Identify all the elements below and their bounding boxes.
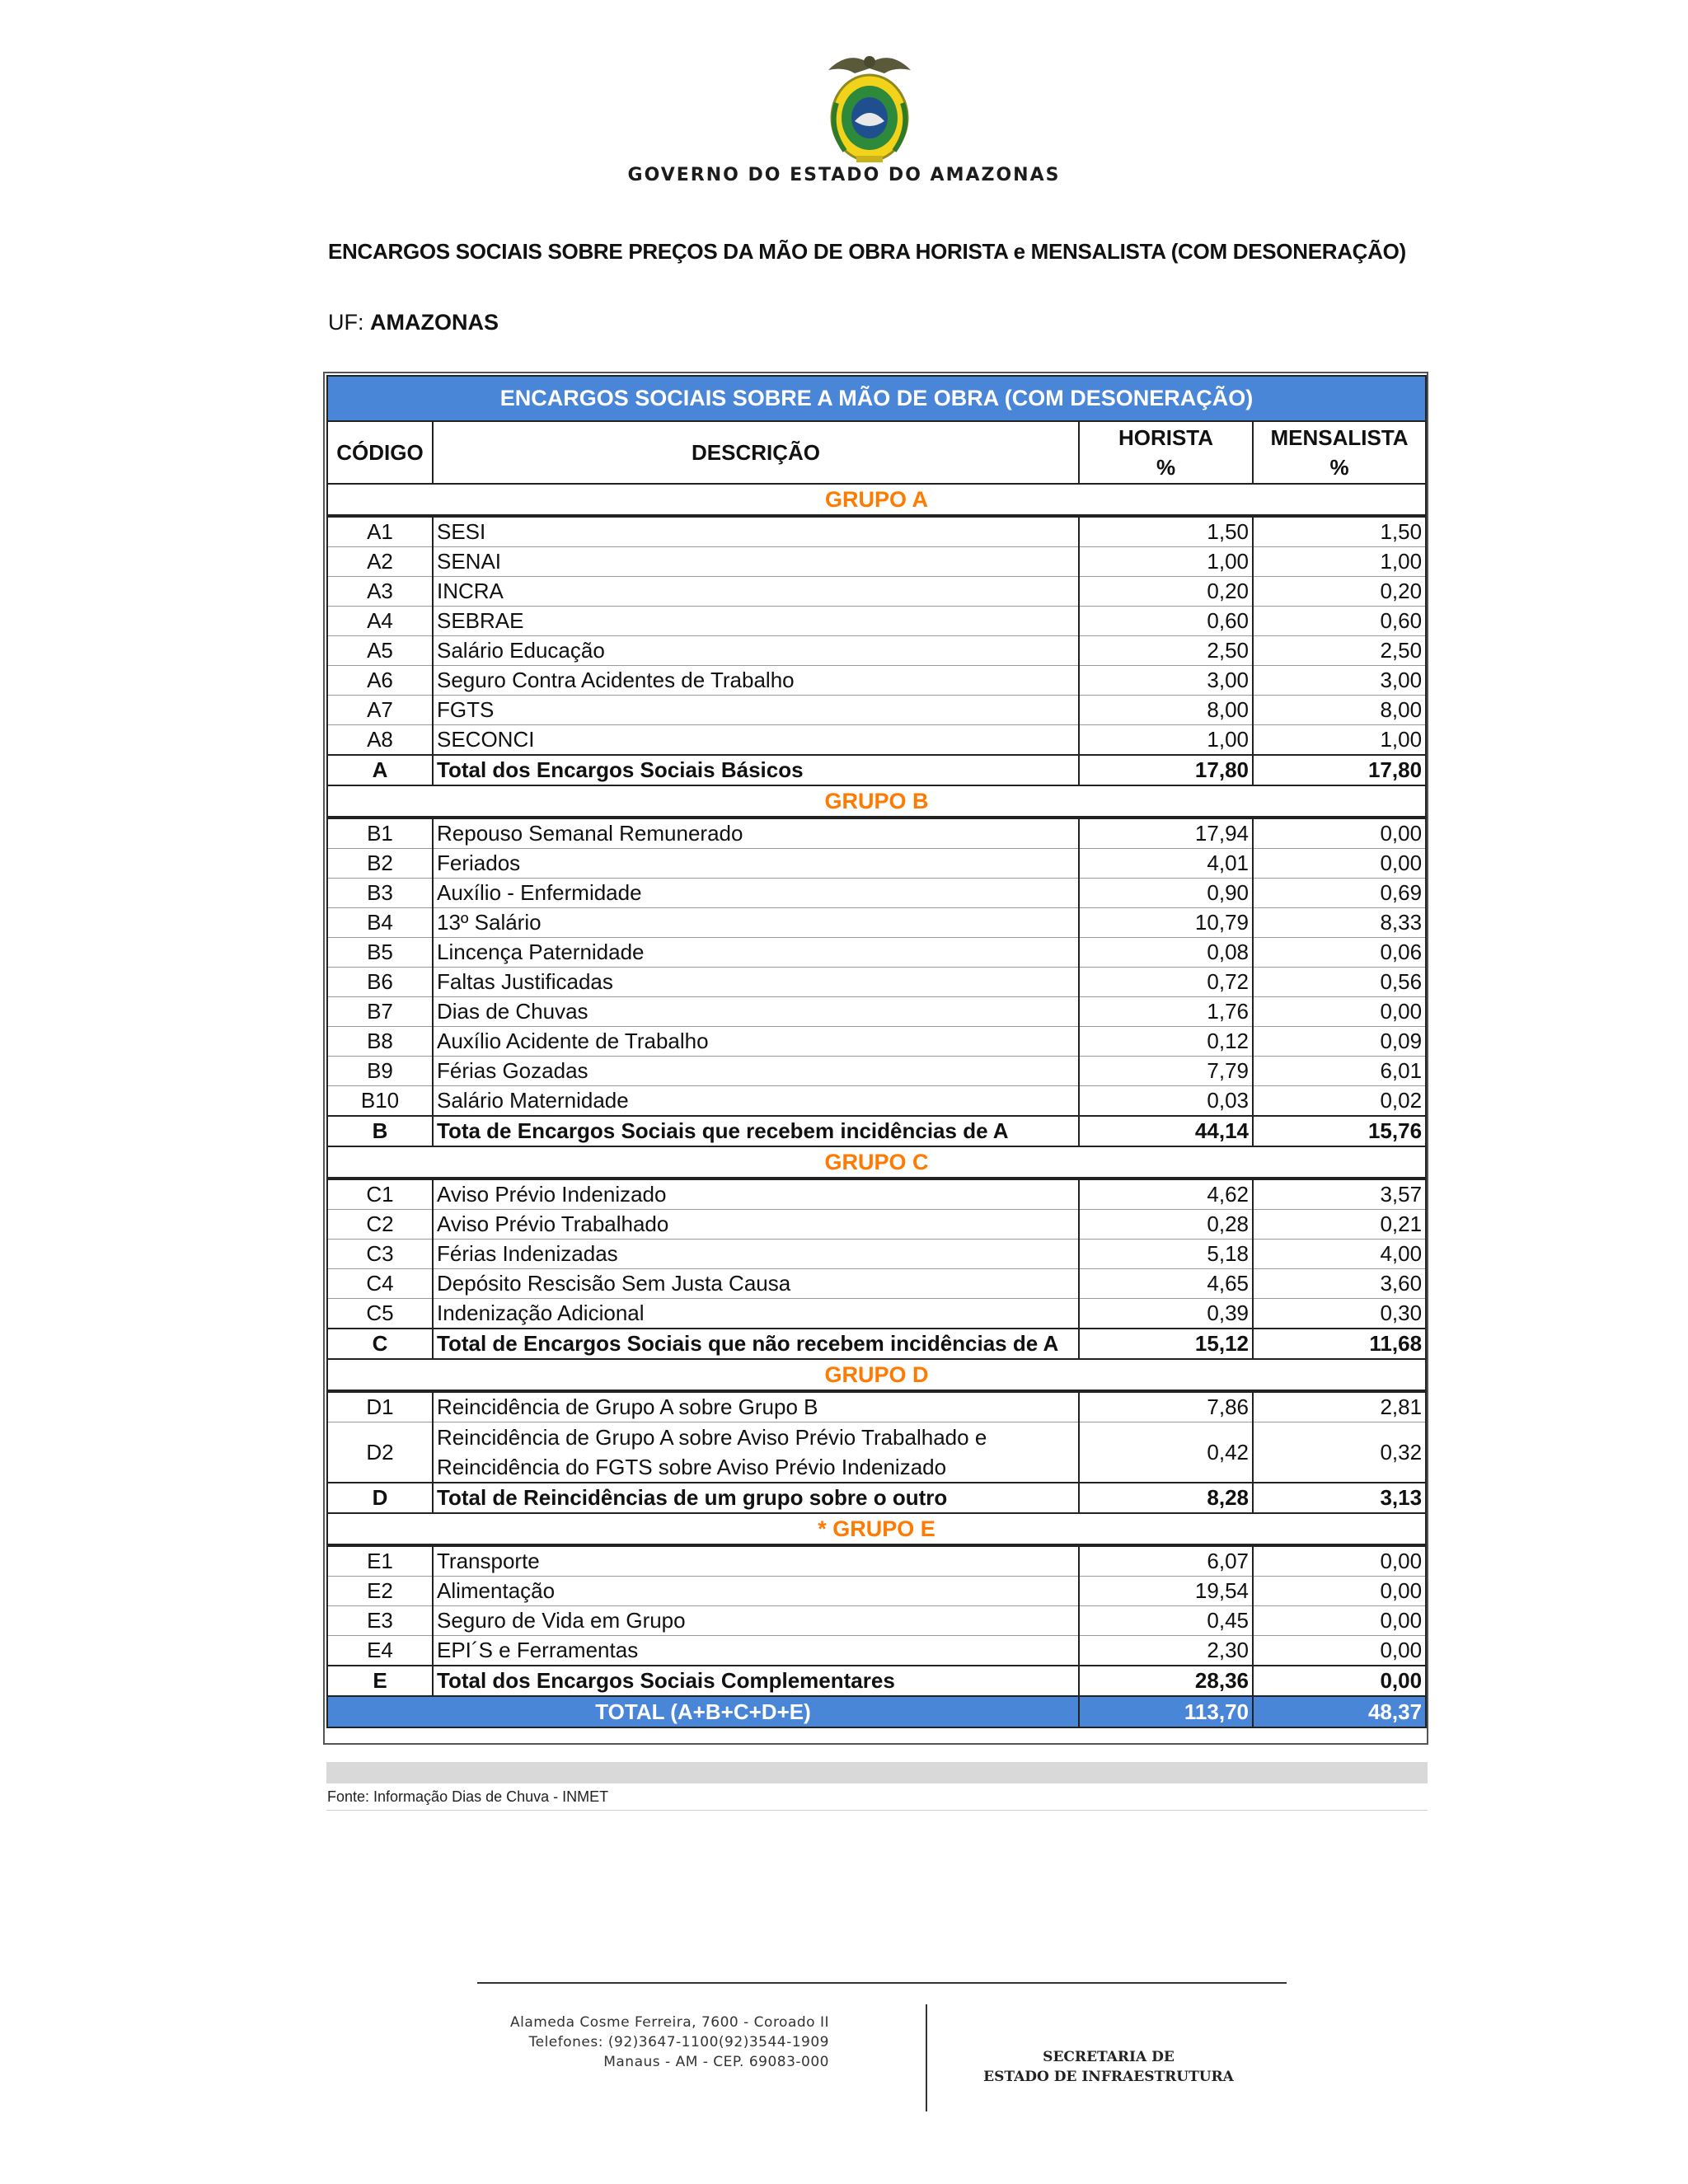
item-horista-value: 7,79 bbox=[1079, 1057, 1253, 1086]
table-row bbox=[327, 1299, 1426, 1329]
group-title: GRUPO A bbox=[327, 484, 1426, 516]
item-mensalista-value: 0,00 bbox=[1253, 1577, 1426, 1606]
item-horista-value: 3,00 bbox=[1079, 666, 1253, 696]
item-horista-value: 0,12 bbox=[1079, 1027, 1253, 1057]
item-code: A7 bbox=[327, 696, 433, 725]
social-charges-table bbox=[326, 375, 1427, 1728]
item-description: Dias de Chuvas bbox=[433, 997, 1079, 1027]
item-description: Salário Educação bbox=[433, 636, 1079, 666]
item-description: Alimentação bbox=[433, 1577, 1079, 1606]
item-description: SEBRAE bbox=[433, 607, 1079, 636]
item-description: Indenização Adicional bbox=[433, 1299, 1079, 1329]
item-mensalista-value: 0,60 bbox=[1253, 607, 1426, 636]
item-code: C4 bbox=[327, 1269, 433, 1299]
item-code: A4 bbox=[327, 607, 433, 636]
item-mensalista-value: 0,20 bbox=[1253, 577, 1426, 607]
item-mensalista-value: 8,33 bbox=[1253, 908, 1426, 938]
table-row bbox=[327, 696, 1426, 725]
item-mensalista-value: 0,00 bbox=[1253, 997, 1426, 1027]
total-horista-value: 28,36 bbox=[1079, 1666, 1253, 1696]
item-code: D1 bbox=[327, 1391, 433, 1422]
item-mensalista-value: 0,30 bbox=[1253, 1299, 1426, 1329]
address-line: Alameda Cosme Ferreira, 7600 - Coroado II bbox=[510, 2014, 829, 2031]
group-title: GRUPO C bbox=[327, 1146, 1426, 1179]
uf-line bbox=[328, 310, 499, 335]
column-header-mensalista-label: MENSALISTA bbox=[1270, 425, 1409, 450]
group-title: GRUPO B bbox=[327, 785, 1426, 818]
grand-total-mensalista: 48,37 bbox=[1253, 1696, 1426, 1727]
source-note: Fonte: Informação Dias de Chuva - INMET bbox=[327, 1788, 609, 1805]
group-total-row bbox=[327, 755, 1426, 785]
item-horista-value: 0,03 bbox=[1079, 1086, 1253, 1117]
source-divider bbox=[326, 1810, 1428, 1811]
total-horista-value: 44,14 bbox=[1079, 1116, 1253, 1146]
item-mensalista-value: 1,00 bbox=[1253, 547, 1426, 577]
government-name: GOVERNO DO ESTADO DO AMAZONAS bbox=[627, 165, 1061, 185]
uf-value: AMAZONAS bbox=[370, 310, 499, 335]
table-row bbox=[327, 1057, 1426, 1086]
item-horista-value: 2,50 bbox=[1079, 636, 1253, 666]
item-mensalista-value: 0,06 bbox=[1253, 938, 1426, 968]
table-row bbox=[327, 938, 1426, 968]
table-row bbox=[327, 725, 1426, 756]
total-horista-value: 17,80 bbox=[1079, 755, 1253, 785]
total-code: D bbox=[327, 1483, 433, 1513]
item-horista-value: 10,79 bbox=[1079, 908, 1253, 938]
table-row bbox=[327, 818, 1426, 849]
table-row bbox=[327, 849, 1426, 879]
item-mensalista-value: 0,32 bbox=[1253, 1422, 1426, 1483]
item-description: Auxílio Acidente de Trabalho bbox=[433, 1027, 1079, 1057]
item-description-line: Reincidência do FGTS sobre Aviso Prévio Indenizado bbox=[437, 1455, 947, 1479]
table-row bbox=[327, 908, 1426, 938]
table-row bbox=[327, 666, 1426, 696]
item-mensalista-value: 0,00 bbox=[1253, 1606, 1426, 1636]
table-row bbox=[327, 1027, 1426, 1057]
item-code: A2 bbox=[327, 547, 433, 577]
table-row bbox=[327, 577, 1426, 607]
item-horista-value: 0,60 bbox=[1079, 607, 1253, 636]
item-description: EPI´S e Ferramentas bbox=[433, 1636, 1079, 1666]
item-mensalista-value: 0,02 bbox=[1253, 1086, 1426, 1117]
item-description: Salário Maternidade bbox=[433, 1086, 1079, 1117]
column-header-description: DESCRIÇÃO bbox=[433, 421, 1079, 484]
table-row bbox=[327, 1179, 1426, 1210]
total-description: Total dos Encargos Sociais Básicos bbox=[433, 755, 1079, 785]
secretariat-line: ESTADO DE INFRAESTRUTURA bbox=[983, 2069, 1234, 2085]
item-code: E1 bbox=[327, 1545, 433, 1577]
item-horista-value: 0,42 bbox=[1079, 1422, 1253, 1483]
item-code: B8 bbox=[327, 1027, 433, 1057]
grand-total-label: TOTAL (A+B+C+D+E) bbox=[327, 1696, 1079, 1727]
item-code: A5 bbox=[327, 636, 433, 666]
item-mensalista-value: 3,00 bbox=[1253, 666, 1426, 696]
item-mensalista-value: 2,50 bbox=[1253, 636, 1426, 666]
item-horista-value: 19,54 bbox=[1079, 1577, 1253, 1606]
total-mensalista-value: 11,68 bbox=[1253, 1329, 1426, 1359]
grand-total-horista: 113,70 bbox=[1079, 1696, 1253, 1727]
column-header-horista-unit: % bbox=[1156, 455, 1176, 480]
item-mensalista-value: 0,00 bbox=[1253, 1545, 1426, 1577]
item-horista-value: 0,45 bbox=[1079, 1606, 1253, 1636]
item-horista-value: 1,76 bbox=[1079, 997, 1253, 1027]
item-mensalista-value: 3,57 bbox=[1253, 1179, 1426, 1210]
total-mensalista-value: 3,13 bbox=[1253, 1483, 1426, 1513]
grand-total-row bbox=[327, 1696, 1426, 1727]
item-code: C1 bbox=[327, 1179, 433, 1210]
item-code: C3 bbox=[327, 1240, 433, 1269]
group-total-row bbox=[327, 1116, 1426, 1146]
item-description: Férias Gozadas bbox=[433, 1057, 1079, 1086]
table-row bbox=[327, 1606, 1426, 1636]
item-description: Reincidência de Grupo A sobre Grupo B bbox=[433, 1391, 1079, 1422]
item-horista-value: 0,39 bbox=[1079, 1299, 1253, 1329]
item-description: Auxílio - Enfermidade bbox=[433, 879, 1079, 908]
source-bar bbox=[326, 1762, 1428, 1783]
item-mensalista-value: 0,00 bbox=[1253, 818, 1426, 849]
total-description: Total dos Encargos Sociais Complementares bbox=[433, 1666, 1079, 1696]
item-code: B10 bbox=[327, 1086, 433, 1117]
total-mensalista-value: 15,76 bbox=[1253, 1116, 1426, 1146]
total-description: Tota de Encargos Sociais que recebem incidências de A bbox=[433, 1116, 1079, 1146]
total-description: Total de Reincidências de um grupo sobre o outro bbox=[433, 1483, 1079, 1513]
table-row bbox=[327, 968, 1426, 997]
item-horista-value: 4,01 bbox=[1079, 849, 1253, 879]
item-description: INCRA bbox=[433, 577, 1079, 607]
total-horista-value: 8,28 bbox=[1079, 1483, 1253, 1513]
coat-of-arms-icon bbox=[812, 45, 927, 169]
table-row bbox=[327, 1577, 1426, 1606]
table-row bbox=[327, 516, 1426, 547]
item-code: C2 bbox=[327, 1210, 433, 1240]
item-horista-value: 0,20 bbox=[1079, 577, 1253, 607]
column-header-horista bbox=[1079, 421, 1253, 484]
item-description: Feriados bbox=[433, 849, 1079, 879]
item-description: Férias Indenizadas bbox=[433, 1240, 1079, 1269]
item-description: Transporte bbox=[433, 1545, 1079, 1577]
secretariat-line: SECRETARIA DE bbox=[1043, 2049, 1175, 2065]
item-mensalista-value: 2,81 bbox=[1253, 1391, 1426, 1422]
item-horista-value: 7,86 bbox=[1079, 1391, 1253, 1422]
footer-separator bbox=[926, 2004, 927, 2111]
table-row bbox=[327, 1636, 1426, 1666]
item-mensalista-value: 8,00 bbox=[1253, 696, 1426, 725]
column-header-mensalista bbox=[1253, 421, 1426, 484]
item-description: Aviso Prévio Indenizado bbox=[433, 1179, 1079, 1210]
item-horista-value: 4,62 bbox=[1079, 1179, 1253, 1210]
table-row bbox=[327, 547, 1426, 577]
uf-label: UF: bbox=[328, 310, 364, 335]
item-horista-value: 0,72 bbox=[1079, 968, 1253, 997]
item-mensalista-value: 0,21 bbox=[1253, 1210, 1426, 1240]
address-line: Telefones: (92)3647-1100(92)3544-1909 bbox=[528, 2034, 829, 2050]
item-mensalista-value: 0,09 bbox=[1253, 1027, 1426, 1057]
item-code: A6 bbox=[327, 666, 433, 696]
item-horista-value: 0,90 bbox=[1079, 879, 1253, 908]
total-code: E bbox=[327, 1666, 433, 1696]
group-title: GRUPO D bbox=[327, 1359, 1426, 1391]
total-code: A bbox=[327, 755, 433, 785]
item-horista-value: 0,08 bbox=[1079, 938, 1253, 968]
table-row bbox=[327, 1422, 1426, 1483]
total-horista-value: 15,12 bbox=[1079, 1329, 1253, 1359]
item-horista-value: 1,00 bbox=[1079, 725, 1253, 756]
column-header-mensalista-unit: % bbox=[1329, 455, 1349, 480]
column-header-code: CÓDIGO bbox=[327, 421, 433, 484]
item-description: FGTS bbox=[433, 696, 1079, 725]
item-horista-value: 17,94 bbox=[1079, 818, 1253, 849]
item-mensalista-value: 4,00 bbox=[1253, 1240, 1426, 1269]
column-header-row bbox=[327, 421, 1426, 484]
item-horista-value: 0,28 bbox=[1079, 1210, 1253, 1240]
item-code: A3 bbox=[327, 577, 433, 607]
table-banner-title: ENCARGOS SOCIAIS SOBRE A MÃO DE OBRA (COM DESONERAÇÃO) bbox=[327, 376, 1426, 421]
table-row bbox=[327, 1269, 1426, 1299]
table-row bbox=[327, 1391, 1426, 1422]
table-row bbox=[327, 1240, 1426, 1269]
group-header-row bbox=[327, 1513, 1426, 1545]
item-horista-value: 2,30 bbox=[1079, 1636, 1253, 1666]
item-code: B5 bbox=[327, 938, 433, 968]
item-code: B4 bbox=[327, 908, 433, 938]
total-description: Total de Encargos Sociais que não recebem incidências de A bbox=[433, 1329, 1079, 1359]
item-description: Aviso Prévio Trabalhado bbox=[433, 1210, 1079, 1240]
item-mensalista-value: 0,56 bbox=[1253, 968, 1426, 997]
item-code: B1 bbox=[327, 818, 433, 849]
item-code: B7 bbox=[327, 997, 433, 1027]
total-code: B bbox=[327, 1116, 433, 1146]
item-code: B6 bbox=[327, 968, 433, 997]
item-description: Repouso Semanal Remunerado bbox=[433, 818, 1079, 849]
item-mensalista-value: 0,00 bbox=[1253, 1636, 1426, 1666]
item-description: Depósito Rescisão Sem Justa Causa bbox=[433, 1269, 1079, 1299]
table-row bbox=[327, 607, 1426, 636]
group-header-row bbox=[327, 785, 1426, 818]
item-description: Seguro Contra Acidentes de Trabalho bbox=[433, 666, 1079, 696]
group-header-row bbox=[327, 1146, 1426, 1179]
item-mensalista-value: 3,60 bbox=[1253, 1269, 1426, 1299]
table-row bbox=[327, 1210, 1426, 1240]
item-horista-value: 5,18 bbox=[1079, 1240, 1253, 1269]
item-code: D2 bbox=[327, 1422, 433, 1483]
item-code: E4 bbox=[327, 1636, 433, 1666]
group-total-row bbox=[327, 1666, 1426, 1696]
item-description bbox=[433, 1422, 1079, 1483]
item-horista-value: 8,00 bbox=[1079, 696, 1253, 725]
item-mensalista-value: 0,69 bbox=[1253, 879, 1426, 908]
table-row bbox=[327, 879, 1426, 908]
footer-address bbox=[495, 2013, 829, 2072]
item-horista-value: 4,65 bbox=[1079, 1269, 1253, 1299]
item-mensalista-value: 6,01 bbox=[1253, 1057, 1426, 1086]
footer-divider bbox=[477, 1982, 1287, 1984]
group-title: * GRUPO E bbox=[327, 1513, 1426, 1545]
item-code: E3 bbox=[327, 1606, 433, 1636]
item-code: A8 bbox=[327, 725, 433, 756]
address-line: Manaus - AM - CEP. 69083-000 bbox=[603, 2054, 829, 2070]
table-row bbox=[327, 1086, 1426, 1117]
item-code: B3 bbox=[327, 879, 433, 908]
item-description: SENAI bbox=[433, 547, 1079, 577]
item-code: B2 bbox=[327, 849, 433, 879]
item-description: SECONCI bbox=[433, 725, 1079, 756]
item-horista-value: 1,50 bbox=[1079, 516, 1253, 547]
table-row bbox=[327, 636, 1426, 666]
total-mensalista-value: 0,00 bbox=[1253, 1666, 1426, 1696]
item-horista-value: 1,00 bbox=[1079, 547, 1253, 577]
item-code: B9 bbox=[327, 1057, 433, 1086]
item-mensalista-value: 0,00 bbox=[1253, 849, 1426, 879]
item-mensalista-value: 1,00 bbox=[1253, 725, 1426, 756]
group-header-row bbox=[327, 1359, 1426, 1391]
item-description: Faltas Justificadas bbox=[433, 968, 1079, 997]
item-description: Lincença Paternidade bbox=[433, 938, 1079, 968]
total-code: C bbox=[327, 1329, 433, 1359]
document-title: ENCARGOS SOCIAIS SOBRE PREÇOS DA MÃO DE OBRA HORISTA e MENSALISTA (COM DESONERAÇÃO) bbox=[328, 239, 1406, 264]
item-code: A1 bbox=[327, 516, 433, 547]
group-header-row bbox=[327, 484, 1426, 516]
item-code: C5 bbox=[327, 1299, 433, 1329]
item-description: 13º Salário bbox=[433, 908, 1079, 938]
item-mensalista-value: 1,50 bbox=[1253, 516, 1426, 547]
item-horista-value: 6,07 bbox=[1079, 1545, 1253, 1577]
footer-secretariat bbox=[973, 2047, 1245, 2087]
item-description-line: Reincidência de Grupo A sobre Aviso Prévio Trabalhado e bbox=[437, 1425, 987, 1450]
item-description: Seguro de Vida em Grupo bbox=[433, 1606, 1079, 1636]
item-description: SESI bbox=[433, 516, 1079, 547]
column-header-horista-label: HORISTA bbox=[1118, 425, 1214, 450]
table-row bbox=[327, 1545, 1426, 1577]
total-mensalista-value: 17,80 bbox=[1253, 755, 1426, 785]
table-row bbox=[327, 997, 1426, 1027]
item-code: E2 bbox=[327, 1577, 433, 1606]
table-banner bbox=[327, 376, 1426, 421]
group-total-row bbox=[327, 1483, 1426, 1513]
group-total-row bbox=[327, 1329, 1426, 1359]
